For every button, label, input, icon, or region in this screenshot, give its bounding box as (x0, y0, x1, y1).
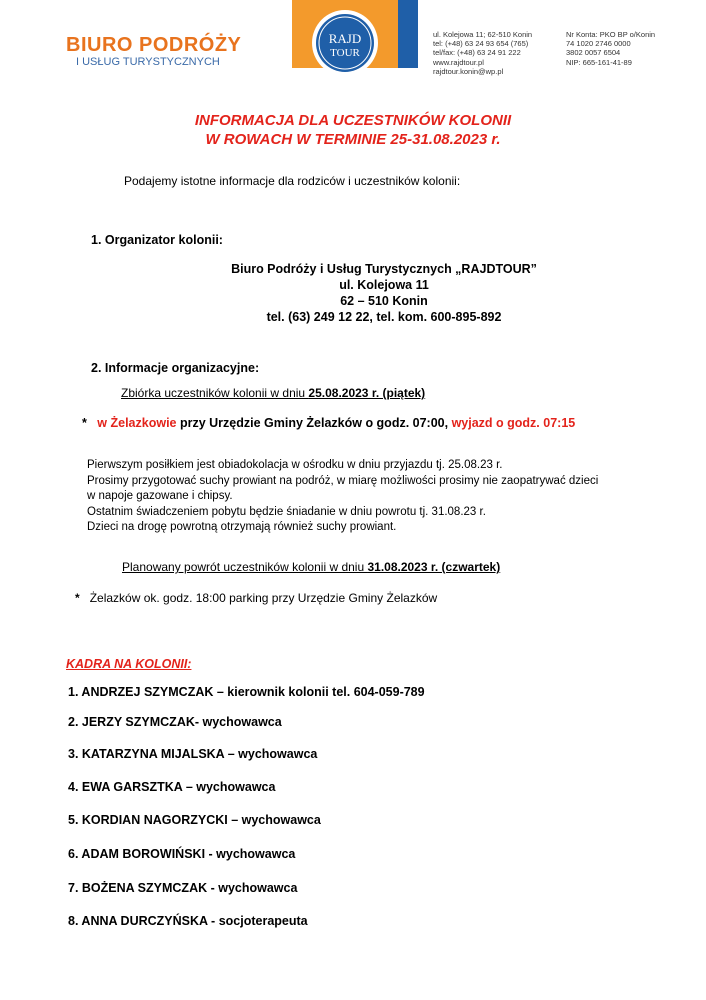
svg-text:RAJD: RAJD (328, 31, 362, 46)
organizer-city: 62 – 510 Konin (340, 294, 428, 308)
staff-member: 3. KATARZYNA MIJALSKA – wychowawca (68, 747, 318, 761)
paragraph-line: Pierwszym posiłkiem jest obiadokolacja w ośrodku w dniu przyjazdu tj. 25.08.23 r. (87, 459, 503, 471)
section1-heading: 1. Organizator kolonii: (91, 233, 223, 247)
section2-heading: 2. Informacje organizacyjne: (91, 361, 260, 375)
organizer-street: ul. Kolejowa 11 (339, 278, 429, 292)
return-text: Planowany powrót uczestników kolonii w dniu (122, 560, 368, 574)
place-highlight: w Żelazkowie (97, 416, 177, 430)
gathering-text: Zbiórka uczestników kolonii w dniu (121, 386, 309, 400)
svg-text:TOUR: TOUR (330, 47, 360, 59)
staff-heading: KADRA NA KOLONII: (66, 657, 192, 671)
staff-member: 4. EWA GARSZTKA – wychowawca (68, 780, 276, 794)
paragraph-line: Prosimy przygotować suchy prowiant na podróż, w miarę możliwości prosimy nie zaopatrywać dzieci (87, 474, 599, 487)
document-title (0, 111, 706, 149)
departure-time: wyjazd o godz. 07:15 (451, 416, 576, 430)
bullet: * (75, 591, 80, 605)
bank-account-part2: 3802 0057 6504 (566, 48, 621, 58)
bullet: * (82, 416, 87, 430)
intro-text: Podajemy istotne informacje dla rodziców i uczestników kolonii: (124, 174, 461, 188)
contact-email[interactable]: rajdtour.konin@wp.pl (433, 66, 504, 76)
paragraph-line: Ostatnim świadczeniem pobytu będzie śniadanie w dniu powrotu tj. 31.08.23 r. (87, 505, 486, 518)
paragraph-line: w napoje gazowane i chipsy. (87, 490, 233, 503)
staff-member: 7. BOŻENA SZYMCZAK - wychowawca (68, 881, 298, 895)
paragraph-line: Dzieci na drogę powrotną otrzymają również suchy prowiant. (87, 521, 397, 534)
gathering-date: 25.08.2023 r. (piątek) (308, 386, 426, 400)
brand-subtitle: I USŁUG TURYSTYCZNYCH (76, 56, 220, 68)
contact-bank-block (566, 30, 655, 67)
staff-member: 6. ADAM BOROWIŃSKI - wychowawca (68, 847, 296, 861)
return-place: Żelazków ok. godz. 18:00 parking przy Urzędzie Gminy Żelazków (89, 591, 438, 605)
staff-member: 8. ANNA DURCZYŃSKA - socjoterapeuta (68, 914, 308, 928)
header-blue-bar (398, 0, 418, 68)
place-details: przy Urzędzie Gminy Żelazków o godz. 07:00, (176, 416, 452, 430)
gathering-place-line (82, 416, 575, 430)
return-date: 31.08.2023 r. (czwartek) (367, 560, 501, 574)
contact-website[interactable]: www.rajdtour.pl (433, 57, 484, 67)
title-line1: INFORMACJA DLA UCZESTNIKÓW KOLONII (194, 112, 512, 129)
tax-id: NIP: 665-161-41-89 (566, 57, 632, 67)
contact-fax: tel/fax: (+48) 63 24 91 222 (433, 48, 521, 58)
staff-member: 2. JERZY SZYMCZAK- wychowawca (68, 715, 282, 729)
staff-member: 1. ANDRZEJ SZYMCZAK – kierownik kolonii tel. 604-059-789 (68, 685, 425, 699)
title-line2: W ROWACH W TERMINIE 25-31.08.2023 r. (205, 131, 501, 148)
organizer-phone: tel. (63) 249 12 22, tel. kom. 600-895-892 (266, 310, 502, 324)
organizer-name: Biuro Podróży i Usług Turystycznych „RAJDTOUR” (231, 262, 537, 276)
staff-member: 5. KORDIAN NAGORZYCKI – wychowawca (68, 813, 321, 827)
bank-name: Nr Konta: PKO BP o/Konin (566, 30, 656, 39)
contact-address: ul. Kolejowa 11; 62-510 Konin (433, 30, 533, 39)
return-place-line (75, 591, 437, 605)
brand-name: BIURO PODRÓŻY (66, 34, 242, 56)
bank-account-part1: 74 1020 2746 0000 (566, 39, 631, 49)
rajdtour-logo (310, 8, 380, 78)
contact-phone: tel: (+48) 63 24 93 654 (765) (433, 39, 529, 49)
info-paragraph (87, 458, 598, 536)
gathering-line (121, 386, 425, 400)
contact-address-block (433, 30, 532, 76)
organizer-block (204, 261, 564, 325)
return-line (122, 560, 500, 574)
